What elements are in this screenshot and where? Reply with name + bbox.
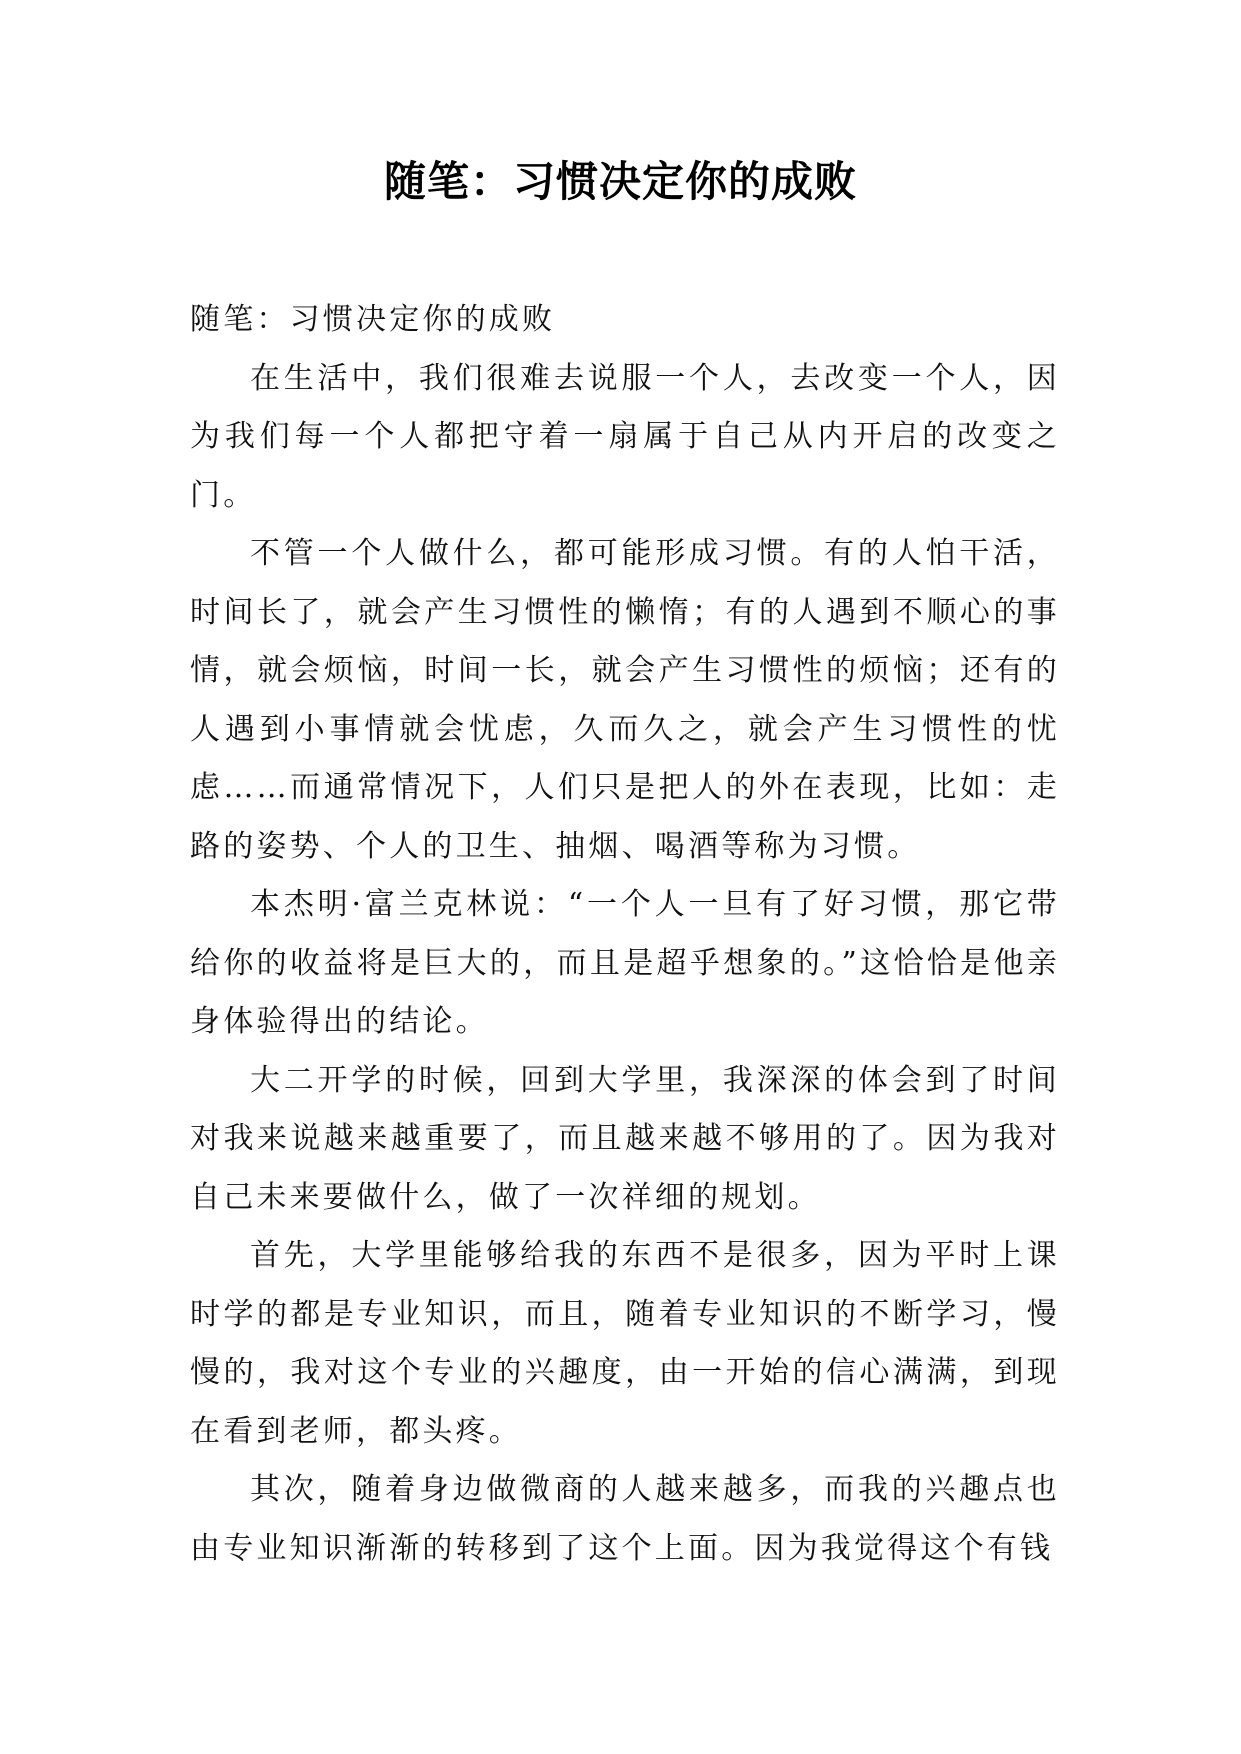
document-body	[190, 291, 1060, 1578]
paragraph-5: 首先，大学里能够给我的东西不是很多，因为平时上课时学的都是专业知识，而且，随着专业知识的不断学习，慢慢的，我对这个专业的兴趣度，由一开始的信心满满，到现在看到老师，都头疼。	[190, 1238, 1060, 1449]
document-title: 随笔：习惯决定你的成败	[383, 157, 857, 206]
paragraph-1: 在生活中，我们很难去说服一个人，去改变一个人，因为我们每一个人都把守着一扇属于自己从内开启的改变之门。	[190, 360, 1060, 513]
paragraph-2: 不管一个人做什么，都可能形成习惯。有的人怕干活，时间长了，就会产生习惯性的懒惰；有的人遇到不顺心的事情，就会烦恼，时间一长，就会产生习惯性的烦恼；还有的人遇到小事情就会忧虑，久而久之，就会产生习惯性的忧虑……而通常情况下，人们只是把人的外在表现，比如：走路的姿势、个人的卫生、抽烟、喝酒等称为习惯。	[190, 536, 1060, 864]
paragraph-6: 其次，随着身边做微商的人越来越多，而我的兴趣点也由专业知识渐渐的转移到了这个上面。因为我觉得这个有钱	[190, 1472, 1060, 1566]
paragraph-3: 本杰明·富兰克林说：“一个人一旦有了好习惯，那它带给你的收益将是巨大的，而且是超乎想象的。”这恰恰是他亲身体验得出的结论。	[190, 887, 1060, 1039]
paragraph-4: 大二开学的时候，回到大学里，我深深的体会到了时间对我来说越来越重要了，而且越来越不够用的了。因为我对自己未来要做什么，做了一次祥细的规划。	[190, 1062, 1060, 1215]
body-heading: 随笔：习惯决定你的成败	[190, 302, 556, 337]
